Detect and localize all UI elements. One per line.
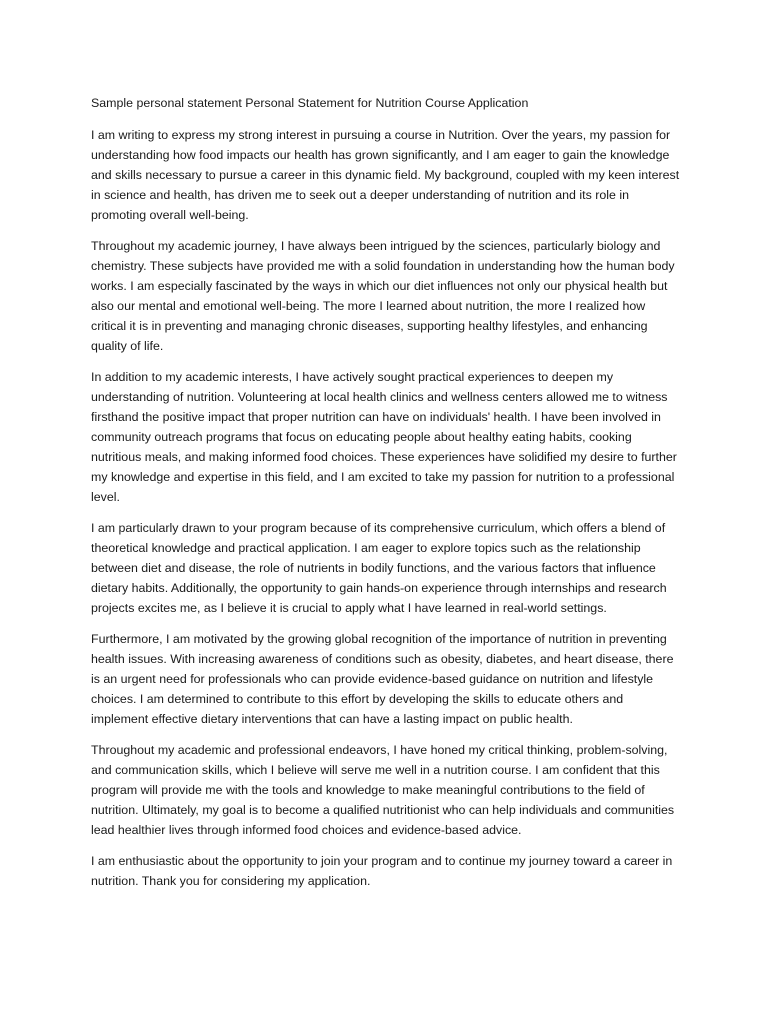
- paragraph-practical-experience: In addition to my academic interests, I have actively sought practical experiences to deepen my understanding of nutrition. Volunteering at local health clinics and wellness centers allowed me to witness firsthand the positive impact that proper nutrition can have on individuals' health. I have been involved in community outreach programs that focus on educating people about healthy eating habits, cooking nutritious meals, and making informed food choices. These experiences have solidified my desire to further my knowledge and expertise in this field, and I am excited to take my passion for nutrition to a professional level.: [91, 370, 677, 504]
- paragraph-intro: I am writing to express my strong interest in pursuing a course in Nutrition. Over the years, my passion for understanding how food impacts our health has grown significantly, and I am eager to gain the knowledge and skills necessary to pursue a career in this dynamic field. My background, coupled with my keen interest in science and health, has driven me to seek out a deeper understanding of nutrition and its role in promoting overall well-being.: [91, 128, 680, 222]
- paragraph-skills: Throughout my academic and professional endeavors, I have honed my critical thinking, problem-solving, and communication skills, which I believe will serve me well in a nutrition course. I am confident that this program will provide me with the tools and knowledge to make meaningful contributions to the field of nutrition. Ultimately, my goal is to become a qualified nutritionist who can help individuals and communities lead healthier lives through informed food choices and evidence-based advice.: [91, 743, 675, 837]
- document-page: [91, 93, 681, 902]
- paragraph-motivation: Furthermore, I am motivated by the growing global recognition of the importance of nutrition in preventing health issues. With increasing awareness of conditions such as obesity, diabetes, and heart disease, there is an urgent need for professionals who can provide evidence-based guidance on nutrition and lifestyle choices. I am determined to contribute to this effort by developing the skills to educate others and implement effective dietary interventions that can have a lasting impact on public health.: [91, 632, 674, 726]
- paragraph-program-interest: I am particularly drawn to your program because of its comprehensive curriculum, which offers a blend of theoretical knowledge and practical application. I am eager to explore topics such as the relationship between diet and disease, the role of nutrients in bodily functions, and the various factors that influence dietary habits. Additionally, the opportunity to gain hands-on experience through internships and research projects excites me, as I believe it is crucial to apply what I have learned in real-world settings.: [91, 521, 667, 615]
- document-title: Sample personal statement Personal Statement for Nutrition Course Application: [91, 96, 529, 110]
- paragraph-academic-journey: Throughout my academic journey, I have always been intrigued by the sciences, particularly biology and chemistry. These subjects have provided me with a solid foundation in understanding how the human body works. I am especially fascinated by the ways in which our diet influences not only our physical health but also our mental and emotional well-being. The more I learned about nutrition, the more I realized how critical it is in preventing and managing chronic diseases, supporting healthy lifestyles, and enhancing quality of life.: [91, 239, 675, 353]
- paragraph-closing: I am enthusiastic about the opportunity to join your program and to continue my journey toward a career in nutrition. Thank you for considering my application.: [91, 854, 673, 888]
